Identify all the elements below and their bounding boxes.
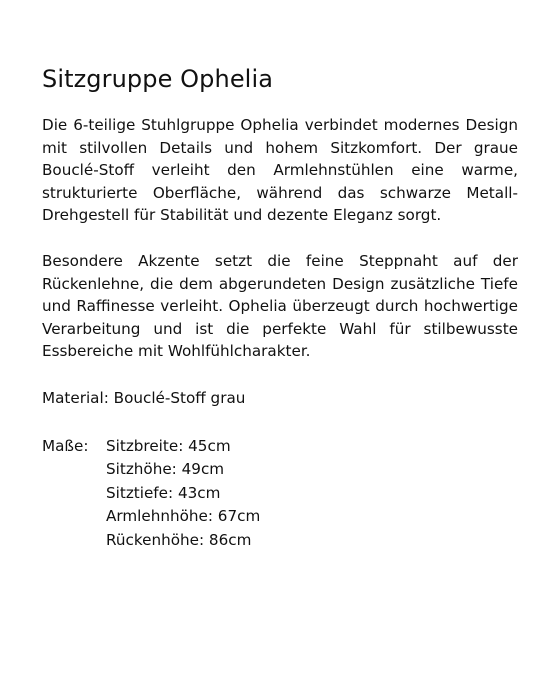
dimension-seat-depth: Sitztiefe: 43cm xyxy=(106,483,221,502)
material-line: Material: Bouclé-Stoff grau xyxy=(42,388,246,407)
dimension-seat-width: Sitzbreite: 45cm xyxy=(106,436,231,455)
dimension-back-height: Rückenhöhe: 86cm xyxy=(106,530,252,549)
dimension-armrest-height: Armlehnhöhe: 67cm xyxy=(106,507,261,526)
dimensions-block xyxy=(42,435,518,553)
description-paragraph-2: Besondere Akzente setzt die feine Steppnaht auf der Rückenlehne, die dem abgerundeten Design zusätzliche Tiefe und Raffinesse verleiht. Ophelia überzeugt durch hochwertige Verarbeitung und ist die perfekte Wahl für stilbewusste Essbereiche mit Wohlfühlcharakter. xyxy=(42,251,518,361)
dimensions-label: Maße: xyxy=(42,436,89,455)
description-paragraph-1: Die 6-teilige Stuhlgruppe Ophelia verbindet modernes Design mit stilvollen Details und hohem Sitzkomfort. Der graue Bouclé-Stoff verleiht den Armlehnstühlen eine warme, strukturierte Oberfläche, während das schwarze Metall-Drehgestell für Stabilität und dezente Eleganz sorgt. xyxy=(42,116,518,225)
dimensions-list xyxy=(106,435,260,553)
product-title: Sitzgruppe Ophelia xyxy=(42,65,274,93)
dimension-seat-height: Sitzhöhe: 49cm xyxy=(106,460,225,479)
